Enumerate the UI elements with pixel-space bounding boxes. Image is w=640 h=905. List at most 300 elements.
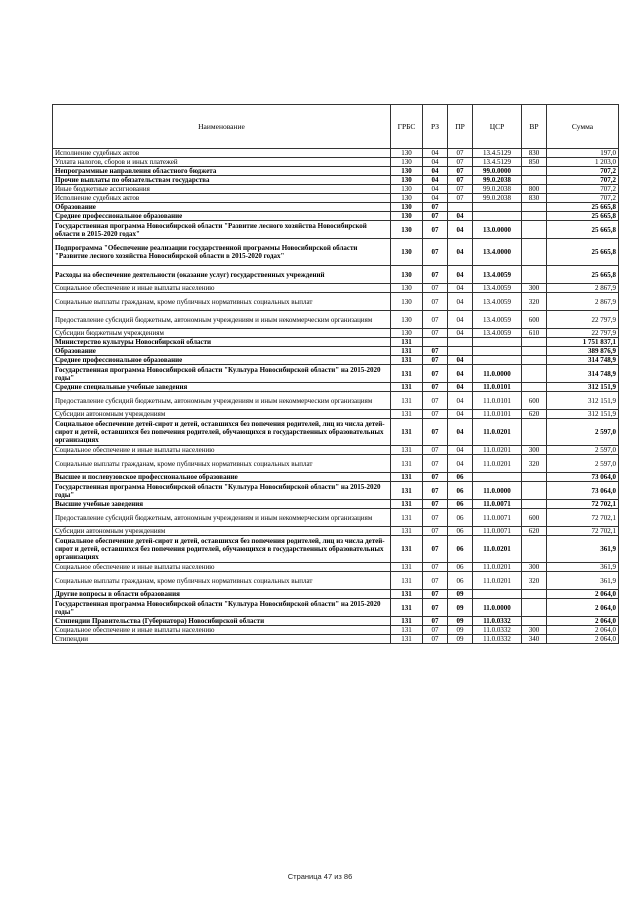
cell-csr: 11.0.0071 — [473, 527, 522, 536]
cell-vr: 320 — [522, 572, 547, 590]
table-row — [53, 635, 619, 644]
cell-grbs: 130 — [391, 158, 423, 167]
cell-csr: 13.4.0059 — [473, 293, 522, 311]
cell-pr: 06 — [448, 509, 473, 527]
cell-rz: 07 — [423, 365, 448, 383]
cell-name: Подпрограмма "Обеспечение реализации государственной программы Новосибирской области "Развитие лесного хозяйства Новосибирской области в 2015-2020 годах" — [53, 239, 391, 266]
cell-pr: 07 — [448, 185, 473, 194]
table-row — [53, 167, 619, 176]
cell-name: Среднее профессиональное образование — [53, 356, 391, 365]
cell-vr — [522, 203, 547, 212]
cell-vr: 300 — [522, 626, 547, 635]
cell-pr: 07 — [448, 194, 473, 203]
cell-vr: 620 — [522, 410, 547, 419]
cell-rz: 04 — [423, 149, 448, 158]
cell-sum: 2 867,9 — [547, 293, 619, 311]
cell-rz: 07 — [423, 635, 448, 644]
cell-name: Среднее профессиональное образование — [53, 212, 391, 221]
table-row — [53, 626, 619, 635]
cell-vr — [522, 482, 547, 500]
cell-rz: 07 — [423, 329, 448, 338]
cell-grbs: 131 — [391, 392, 423, 410]
header-vr: ВР — [522, 105, 547, 149]
table-row — [53, 536, 619, 563]
cell-vr — [522, 176, 547, 185]
cell-name: Средние специальные учебные заведения — [53, 383, 391, 392]
cell-name: Социальные выплаты гражданам, кроме публичных нормативных социальных выплат — [53, 455, 391, 473]
cell-csr — [473, 212, 522, 221]
cell-grbs: 131 — [391, 446, 423, 455]
cell-grbs: 130 — [391, 293, 423, 311]
cell-csr: 11.0.0000 — [473, 482, 522, 500]
cell-sum: 2 064,0 — [547, 626, 619, 635]
cell-csr: 99.0.2038 — [473, 194, 522, 203]
cell-grbs: 131 — [391, 572, 423, 590]
cell-grbs: 131 — [391, 473, 423, 482]
cell-csr: 99.0.2038 — [473, 185, 522, 194]
cell-csr: 99.0.0000 — [473, 167, 522, 176]
cell-name: Предоставление субсидий бюджетным, автономным учреждениям и иным некоммерческим организациям — [53, 311, 391, 329]
cell-pr: 06 — [448, 563, 473, 572]
cell-grbs: 130 — [391, 167, 423, 176]
cell-csr: 11.0.0332 — [473, 617, 522, 626]
cell-rz: 04 — [423, 158, 448, 167]
cell-csr: 11.0.0000 — [473, 599, 522, 617]
cell-name: Высшие учебные заведения — [53, 500, 391, 509]
table-row — [53, 284, 619, 293]
cell-name: Государственная программа Новосибирской области "Культура Новосибирской области" на 2015-2020 годы" — [53, 599, 391, 617]
cell-rz: 07 — [423, 293, 448, 311]
cell-grbs: 130 — [391, 284, 423, 293]
cell-vr — [522, 617, 547, 626]
cell-csr: 13.4.0000 — [473, 239, 522, 266]
cell-grbs: 130 — [391, 203, 423, 212]
cell-vr — [522, 212, 547, 221]
cell-grbs: 131 — [391, 536, 423, 563]
cell-sum: 25 665,8 — [547, 221, 619, 239]
cell-csr: 11.0.0000 — [473, 365, 522, 383]
table-header-row — [53, 105, 619, 149]
cell-sum: 361,9 — [547, 563, 619, 572]
cell-sum: 1 203,0 — [547, 158, 619, 167]
table-row — [53, 527, 619, 536]
cell-name: Другие вопросы в области образования — [53, 590, 391, 599]
cell-rz: 07 — [423, 266, 448, 284]
cell-sum: 25 665,8 — [547, 239, 619, 266]
cell-pr: 04 — [448, 455, 473, 473]
cell-vr — [522, 590, 547, 599]
cell-pr: 04 — [448, 446, 473, 455]
cell-pr: 04 — [448, 221, 473, 239]
cell-rz: 07 — [423, 347, 448, 356]
cell-name: Непрограммные направления областного бюджета — [53, 167, 391, 176]
table-row — [53, 293, 619, 311]
header-name: Наименование — [53, 105, 391, 149]
cell-sum: 2 064,0 — [547, 590, 619, 599]
cell-csr: 11.0.0101 — [473, 410, 522, 419]
table-row — [53, 473, 619, 482]
cell-rz: 04 — [423, 194, 448, 203]
cell-csr: 11.0.0201 — [473, 419, 522, 446]
cell-grbs: 131 — [391, 365, 423, 383]
cell-sum: 312 151,9 — [547, 410, 619, 419]
cell-name: Предоставление субсидий бюджетным, автономным учреждениям и иным некоммерческим организациям — [53, 509, 391, 527]
cell-rz: 07 — [423, 626, 448, 635]
table-row — [53, 194, 619, 203]
cell-sum: 361,9 — [547, 572, 619, 590]
cell-grbs: 131 — [391, 338, 423, 347]
table-row — [53, 509, 619, 527]
cell-vr: 610 — [522, 329, 547, 338]
cell-vr: 620 — [522, 527, 547, 536]
table-body — [53, 149, 619, 644]
table-row — [53, 158, 619, 167]
cell-sum: 707,2 — [547, 167, 619, 176]
table-row — [53, 563, 619, 572]
cell-csr: 13.4.5129 — [473, 149, 522, 158]
cell-vr: 320 — [522, 293, 547, 311]
cell-pr: 09 — [448, 599, 473, 617]
cell-grbs: 130 — [391, 176, 423, 185]
cell-rz: 07 — [423, 212, 448, 221]
cell-pr: 04 — [448, 383, 473, 392]
cell-name: Социальные выплаты гражданам, кроме публичных нормативных социальных выплат — [53, 293, 391, 311]
cell-vr: 600 — [522, 509, 547, 527]
cell-rz: 07 — [423, 527, 448, 536]
cell-name: Образование — [53, 203, 391, 212]
cell-name: Предоставление субсидий бюджетным, автономным учреждениям и иным некоммерческим организациям — [53, 392, 391, 410]
cell-rz: 04 — [423, 176, 448, 185]
cell-vr — [522, 347, 547, 356]
cell-pr — [448, 203, 473, 212]
cell-grbs: 131 — [391, 527, 423, 536]
cell-grbs: 131 — [391, 599, 423, 617]
cell-rz: 07 — [423, 572, 448, 590]
header-csr: ЦСР — [473, 105, 522, 149]
cell-grbs: 130 — [391, 329, 423, 338]
table-row — [53, 617, 619, 626]
cell-pr: 07 — [448, 176, 473, 185]
cell-sum: 2 064,0 — [547, 617, 619, 626]
table-row — [53, 482, 619, 500]
table-row — [53, 185, 619, 194]
cell-name: Субсидии автономным учреждениям — [53, 410, 391, 419]
cell-grbs: 131 — [391, 509, 423, 527]
cell-name: Расходы на обеспечение деятельности (оказание услуг) государственных учреждений — [53, 266, 391, 284]
cell-pr: 07 — [448, 167, 473, 176]
cell-csr: 13.4.0059 — [473, 311, 522, 329]
cell-sum: 361,9 — [547, 536, 619, 563]
cell-name: Социальное обеспечение и иные выплаты населению — [53, 284, 391, 293]
cell-pr: 06 — [448, 473, 473, 482]
header-grbs: ГРБС — [391, 105, 423, 149]
cell-sum: 389 876,9 — [547, 347, 619, 356]
cell-rz: 07 — [423, 617, 448, 626]
cell-pr: 04 — [448, 329, 473, 338]
table-row — [53, 329, 619, 338]
cell-sum: 2 867,9 — [547, 284, 619, 293]
cell-rz: 07 — [423, 356, 448, 365]
cell-vr — [522, 221, 547, 239]
cell-sum: 22 797,9 — [547, 311, 619, 329]
cell-sum: 707,2 — [547, 194, 619, 203]
cell-name: Стипендии Правительства (Губернатора) Новосибирской области — [53, 617, 391, 626]
cell-vr: 850 — [522, 158, 547, 167]
cell-vr — [522, 239, 547, 266]
cell-name: Образование — [53, 347, 391, 356]
cell-rz: 07 — [423, 455, 448, 473]
cell-pr: 06 — [448, 572, 473, 590]
cell-vr — [522, 338, 547, 347]
cell-vr: 320 — [522, 455, 547, 473]
cell-csr: 11.0.0201 — [473, 572, 522, 590]
cell-vr: 300 — [522, 563, 547, 572]
cell-vr: 600 — [522, 311, 547, 329]
cell-grbs: 131 — [391, 419, 423, 446]
cell-grbs: 130 — [391, 149, 423, 158]
cell-grbs: 130 — [391, 212, 423, 221]
cell-csr — [473, 203, 522, 212]
cell-name: Прочие выплаты по обязательствам государства — [53, 176, 391, 185]
cell-grbs: 131 — [391, 626, 423, 635]
table-row — [53, 500, 619, 509]
cell-rz: 07 — [423, 446, 448, 455]
cell-grbs: 131 — [391, 410, 423, 419]
table-row — [53, 446, 619, 455]
cell-sum: 2 064,0 — [547, 635, 619, 644]
cell-sum: 2 597,0 — [547, 419, 619, 446]
cell-name: Государственная программа Новосибирской области "Культура Новосибирской области" на 2015-2020 годы" — [53, 482, 391, 500]
cell-grbs: 130 — [391, 311, 423, 329]
table-row — [53, 356, 619, 365]
cell-vr: 800 — [522, 185, 547, 194]
cell-csr: 11.0.0101 — [473, 383, 522, 392]
cell-grbs: 131 — [391, 347, 423, 356]
cell-name: Уплата налогов, сборов и иных платежей — [53, 158, 391, 167]
cell-rz: 07 — [423, 284, 448, 293]
cell-sum: 314 748,9 — [547, 356, 619, 365]
cell-csr: 13.4.0059 — [473, 284, 522, 293]
cell-grbs: 131 — [391, 617, 423, 626]
cell-grbs: 130 — [391, 221, 423, 239]
cell-csr: 11.0.0071 — [473, 500, 522, 509]
cell-pr: 04 — [448, 293, 473, 311]
cell-csr: 13.4.0059 — [473, 329, 522, 338]
cell-vr: 300 — [522, 284, 547, 293]
cell-pr: 04 — [448, 266, 473, 284]
cell-grbs: 131 — [391, 500, 423, 509]
cell-rz: 07 — [423, 509, 448, 527]
cell-sum: 22 797,9 — [547, 329, 619, 338]
cell-name: Социальное обеспечение и иные выплаты населению — [53, 626, 391, 635]
cell-pr: 06 — [448, 527, 473, 536]
cell-csr: 11.0.0201 — [473, 563, 522, 572]
cell-csr: 11.0.0201 — [473, 536, 522, 563]
cell-vr — [522, 266, 547, 284]
cell-sum: 72 702,1 — [547, 509, 619, 527]
cell-rz: 07 — [423, 536, 448, 563]
cell-vr: 830 — [522, 194, 547, 203]
table-row — [53, 221, 619, 239]
cell-rz: 07 — [423, 203, 448, 212]
cell-rz: 04 — [423, 167, 448, 176]
cell-vr: 830 — [522, 149, 547, 158]
cell-name: Исполнение судебных актов — [53, 194, 391, 203]
cell-grbs: 131 — [391, 635, 423, 644]
cell-grbs: 131 — [391, 590, 423, 599]
cell-vr: 340 — [522, 635, 547, 644]
cell-pr: 04 — [448, 212, 473, 221]
cell-vr — [522, 356, 547, 365]
cell-csr — [473, 338, 522, 347]
cell-grbs: 131 — [391, 455, 423, 473]
cell-rz: 07 — [423, 239, 448, 266]
cell-csr: 11.0.0201 — [473, 455, 522, 473]
cell-pr: 09 — [448, 635, 473, 644]
cell-sum: 25 665,8 — [547, 266, 619, 284]
table-row — [53, 455, 619, 473]
cell-grbs: 130 — [391, 194, 423, 203]
cell-name: Высшее и послевузовское профессиональное образование — [53, 473, 391, 482]
cell-rz — [423, 338, 448, 347]
cell-sum: 707,2 — [547, 185, 619, 194]
cell-csr — [473, 356, 522, 365]
header-sum: Сумма — [547, 105, 619, 149]
cell-grbs: 131 — [391, 482, 423, 500]
table-row — [53, 572, 619, 590]
cell-sum: 312 151,9 — [547, 392, 619, 410]
cell-sum: 1 751 837,1 — [547, 338, 619, 347]
cell-csr: 11.0.0201 — [473, 446, 522, 455]
cell-pr: 06 — [448, 536, 473, 563]
cell-sum: 2 597,0 — [547, 455, 619, 473]
cell-name: Исполнение судебных актов — [53, 149, 391, 158]
cell-grbs: 131 — [391, 383, 423, 392]
cell-grbs: 130 — [391, 239, 423, 266]
cell-pr: 04 — [448, 410, 473, 419]
cell-vr — [522, 419, 547, 446]
table-row — [53, 347, 619, 356]
table-row — [53, 338, 619, 347]
header-rz: РЗ — [423, 105, 448, 149]
cell-name: Стипендии — [53, 635, 391, 644]
cell-rz: 07 — [423, 419, 448, 446]
cell-sum: 312 151,9 — [547, 383, 619, 392]
cell-pr: 07 — [448, 149, 473, 158]
cell-name: Государственная программа Новосибирской области "Культура Новосибирской области" на 2015-2020 годы" — [53, 365, 391, 383]
cell-vr — [522, 473, 547, 482]
header-pr: ПР — [448, 105, 473, 149]
cell-sum: 25 665,8 — [547, 212, 619, 221]
cell-csr: 11.0.0101 — [473, 392, 522, 410]
cell-pr: 04 — [448, 284, 473, 293]
table-row — [53, 239, 619, 266]
cell-vr — [522, 383, 547, 392]
cell-rz: 07 — [423, 383, 448, 392]
cell-sum: 197,0 — [547, 149, 619, 158]
cell-grbs: 131 — [391, 563, 423, 572]
cell-sum: 72 702,1 — [547, 527, 619, 536]
table-row — [53, 212, 619, 221]
table-row — [53, 590, 619, 599]
page-number: Страница 47 из 86 — [287, 872, 353, 881]
table-row — [53, 149, 619, 158]
cell-name: Социальное обеспечение и иные выплаты населению — [53, 563, 391, 572]
cell-name: Иные бюджетные ассигнования — [53, 185, 391, 194]
cell-rz: 07 — [423, 410, 448, 419]
cell-csr: 11.0.0332 — [473, 635, 522, 644]
cell-vr: 300 — [522, 446, 547, 455]
cell-grbs: 130 — [391, 266, 423, 284]
cell-pr: 04 — [448, 239, 473, 266]
cell-name: Государственная программа Новосибирской области "Развитие лесного хозяйства Новосибирской области в 2015-2020 годах" — [53, 221, 391, 239]
cell-pr — [448, 338, 473, 347]
cell-vr: 600 — [522, 392, 547, 410]
cell-pr: 04 — [448, 392, 473, 410]
cell-rz: 07 — [423, 221, 448, 239]
cell-sum: 25 665,8 — [547, 203, 619, 212]
cell-vr — [522, 500, 547, 509]
cell-vr — [522, 167, 547, 176]
cell-rz: 07 — [423, 563, 448, 572]
table-row — [53, 410, 619, 419]
cell-pr: 09 — [448, 626, 473, 635]
cell-pr: 04 — [448, 356, 473, 365]
cell-rz: 04 — [423, 185, 448, 194]
cell-sum: 2 064,0 — [547, 599, 619, 617]
cell-name: Субсидии автономным учреждениям — [53, 527, 391, 536]
budget-table — [52, 104, 619, 644]
cell-name: Субсидии бюджетным учреждениям — [53, 329, 391, 338]
cell-name: Социальное обеспечение и иные выплаты населению — [53, 446, 391, 455]
cell-rz: 07 — [423, 482, 448, 500]
cell-pr: 04 — [448, 419, 473, 446]
cell-pr: 04 — [448, 311, 473, 329]
cell-pr: 07 — [448, 158, 473, 167]
cell-pr: 09 — [448, 617, 473, 626]
cell-csr — [473, 347, 522, 356]
table-row — [53, 266, 619, 284]
cell-rz: 07 — [423, 473, 448, 482]
cell-name: Социальное обеспечение детей-сирот и детей, оставшихся без попечения родителей, лиц из числа детей-сирот и детей, оставшихся без попечения родителей, обучающихся в государственных образовательных организациях — [53, 419, 391, 446]
cell-pr — [448, 347, 473, 356]
cell-rz: 07 — [423, 392, 448, 410]
cell-sum: 73 064,0 — [547, 482, 619, 500]
cell-name: Социальное обеспечение детей-сирот и детей, оставшихся без попечения родителей, лиц из числа детей-сирот и детей, оставшихся без попечения родителей, обучающихся в государственных образовательных организациях — [53, 536, 391, 563]
table-row — [53, 392, 619, 410]
table-row — [53, 203, 619, 212]
table-row — [53, 599, 619, 617]
cell-vr — [522, 365, 547, 383]
cell-csr: 99.0.2038 — [473, 176, 522, 185]
table-row — [53, 365, 619, 383]
cell-sum: 707,2 — [547, 176, 619, 185]
cell-csr: 13.0.0000 — [473, 221, 522, 239]
cell-csr — [473, 590, 522, 599]
cell-sum: 72 702,1 — [547, 500, 619, 509]
cell-sum: 2 597,0 — [547, 446, 619, 455]
table-row — [53, 311, 619, 329]
cell-grbs: 130 — [391, 185, 423, 194]
cell-grbs: 131 — [391, 356, 423, 365]
cell-name: Социальные выплаты гражданам, кроме публичных нормативных социальных выплат — [53, 572, 391, 590]
table-row — [53, 176, 619, 185]
cell-sum: 73 064,0 — [547, 473, 619, 482]
cell-rz: 07 — [423, 500, 448, 509]
cell-vr — [522, 599, 547, 617]
cell-csr: 13.4.5129 — [473, 158, 522, 167]
cell-pr: 04 — [448, 365, 473, 383]
